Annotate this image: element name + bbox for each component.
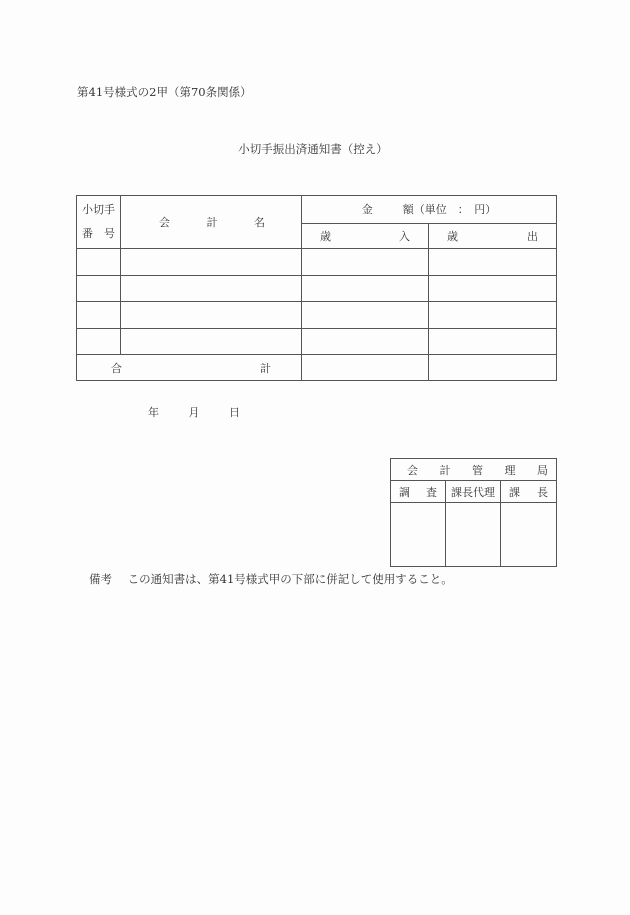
approval-investigation-char2: 査: [426, 485, 437, 499]
check-issued-table: [76, 195, 557, 381]
approval-header: [391, 459, 557, 481]
total-label-char1: 合: [111, 361, 122, 375]
header-amount-unit: 額（単位 ： 円）: [402, 203, 497, 217]
total-expenditure[interactable]: [429, 355, 557, 381]
cell-revenue[interactable]: [302, 249, 429, 276]
date-day: 日: [229, 406, 240, 419]
document-title: [0, 141, 630, 157]
approval-box: [390, 458, 557, 567]
approval-header-char2: 計: [439, 463, 451, 477]
remarks-label: 備考: [89, 572, 112, 586]
header-expenditure-char1: 歳: [447, 229, 458, 243]
table-row: [77, 302, 557, 329]
header-check-number: [77, 196, 121, 249]
header-check-number-char1: 番: [82, 227, 93, 240]
signature-investigation[interactable]: [391, 503, 446, 567]
cell-account-name[interactable]: [121, 302, 302, 329]
header-amount: [302, 196, 557, 224]
approval-chief-char2: 長: [537, 485, 549, 499]
remarks: [89, 571, 453, 587]
date-line: [148, 404, 240, 420]
header-account-name-char3: 名: [254, 216, 265, 229]
approval-header-char1: 会: [407, 463, 418, 477]
header-revenue-char1: 歳: [320, 229, 331, 243]
header-account-name-char1: 会: [159, 216, 170, 229]
table-row: [77, 328, 557, 355]
cell-check-number[interactable]: [77, 328, 121, 355]
total-row: [77, 355, 557, 381]
header-check-number-line1: 小切手: [82, 203, 115, 216]
cell-expenditure[interactable]: [429, 249, 557, 276]
header-revenue-char2: 入: [399, 229, 410, 243]
total-label-char2: 計: [260, 361, 271, 375]
header-check-number-char2: 号: [104, 227, 115, 240]
header-amount-char1: 金: [361, 203, 373, 217]
approval-header-char4: 理: [504, 463, 516, 477]
document-title-text: 小切手振出済通知書（控え）: [238, 142, 388, 156]
cell-revenue[interactable]: [302, 328, 429, 355]
total-revenue[interactable]: [302, 355, 429, 381]
cell-account-name[interactable]: [121, 249, 302, 276]
cell-check-number[interactable]: [77, 275, 121, 302]
header-expenditure-char2: 出: [527, 229, 538, 243]
header-expenditure: [429, 223, 557, 248]
remarks-text: この通知書は、第41号様式甲の下部に併記して使用すること。: [127, 572, 453, 586]
approval-header-char3: 管: [472, 463, 483, 477]
cell-expenditure[interactable]: [429, 328, 557, 355]
date-month: 月: [188, 406, 200, 419]
cell-revenue[interactable]: [302, 302, 429, 329]
approval-header-char5: 局: [537, 463, 548, 477]
cell-check-number[interactable]: [77, 302, 121, 329]
approval-investigation-char1: 調: [399, 485, 410, 499]
date-year: 年: [148, 406, 159, 419]
cell-account-name[interactable]: [121, 328, 302, 355]
approval-col-chief: [501, 481, 557, 503]
signature-deputy-chief[interactable]: [446, 503, 501, 567]
table-row: [77, 275, 557, 302]
form-number: 第41号様式の2甲（第70条関係）: [77, 85, 252, 99]
cell-expenditure[interactable]: [429, 302, 557, 329]
cell-expenditure[interactable]: [429, 275, 557, 302]
header-account-name-char2: 計: [206, 216, 218, 229]
cell-check-number[interactable]: [77, 249, 121, 276]
signature-chief[interactable]: [501, 503, 557, 567]
total-label: [77, 355, 302, 381]
header-revenue: [302, 223, 429, 248]
header-account-name: [121, 196, 302, 249]
cell-account-name[interactable]: [121, 275, 302, 302]
cell-revenue[interactable]: [302, 275, 429, 302]
approval-chief-char1: 課: [509, 485, 520, 499]
approval-col-deputy-chief: 課長代理: [446, 481, 501, 503]
table-row: [77, 249, 557, 276]
approval-col-investigation: [391, 481, 446, 503]
